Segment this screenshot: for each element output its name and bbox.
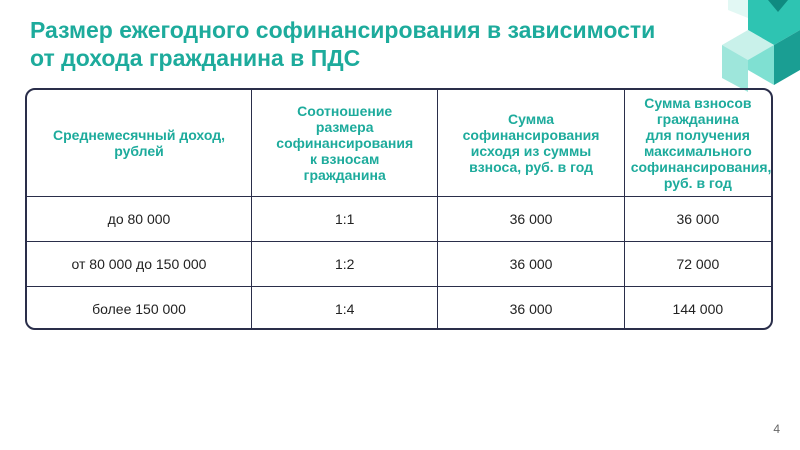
cell-income: до 80 000 <box>27 197 252 242</box>
cell-cofinancing: 36 000 <box>438 242 624 287</box>
cell-cofinancing: 36 000 <box>438 287 624 331</box>
cell-ratio: 1:1 <box>252 197 438 242</box>
cell-contribution: 144 000 <box>624 287 771 331</box>
table-row <box>27 242 771 287</box>
table-row <box>27 287 771 331</box>
cofinancing-table <box>25 88 773 330</box>
cell-contribution: 72 000 <box>624 242 771 287</box>
table-header-row <box>27 90 771 197</box>
table-row <box>27 197 771 242</box>
cell-cofinancing: 36 000 <box>438 197 624 242</box>
header-ratio: Соотношение размера софинансирования к взносам гражданина <box>252 90 438 197</box>
cell-income: от 80 000 до 150 000 <box>27 242 252 287</box>
cell-ratio: 1:2 <box>252 242 438 287</box>
decorative-cubes-graphic <box>708 0 800 100</box>
header-cofinancing-sum: Сумма софинансирования исходя из суммы взноса, руб. в год <box>438 90 624 197</box>
cell-income: более 150 000 <box>27 287 252 331</box>
header-contribution-sum: Сумма взносов гражданина для получения максимального софинансирования, руб. в год <box>624 90 771 197</box>
header-income: Среднемесячный доход, рублей <box>27 90 252 197</box>
slide-title: Размер ежегодного софинансирования в зависимости от дохода гражданина в ПДС <box>30 17 656 71</box>
cell-ratio: 1:4 <box>252 287 438 331</box>
page-number: 4 <box>773 422 780 436</box>
cell-contribution: 36 000 <box>624 197 771 242</box>
